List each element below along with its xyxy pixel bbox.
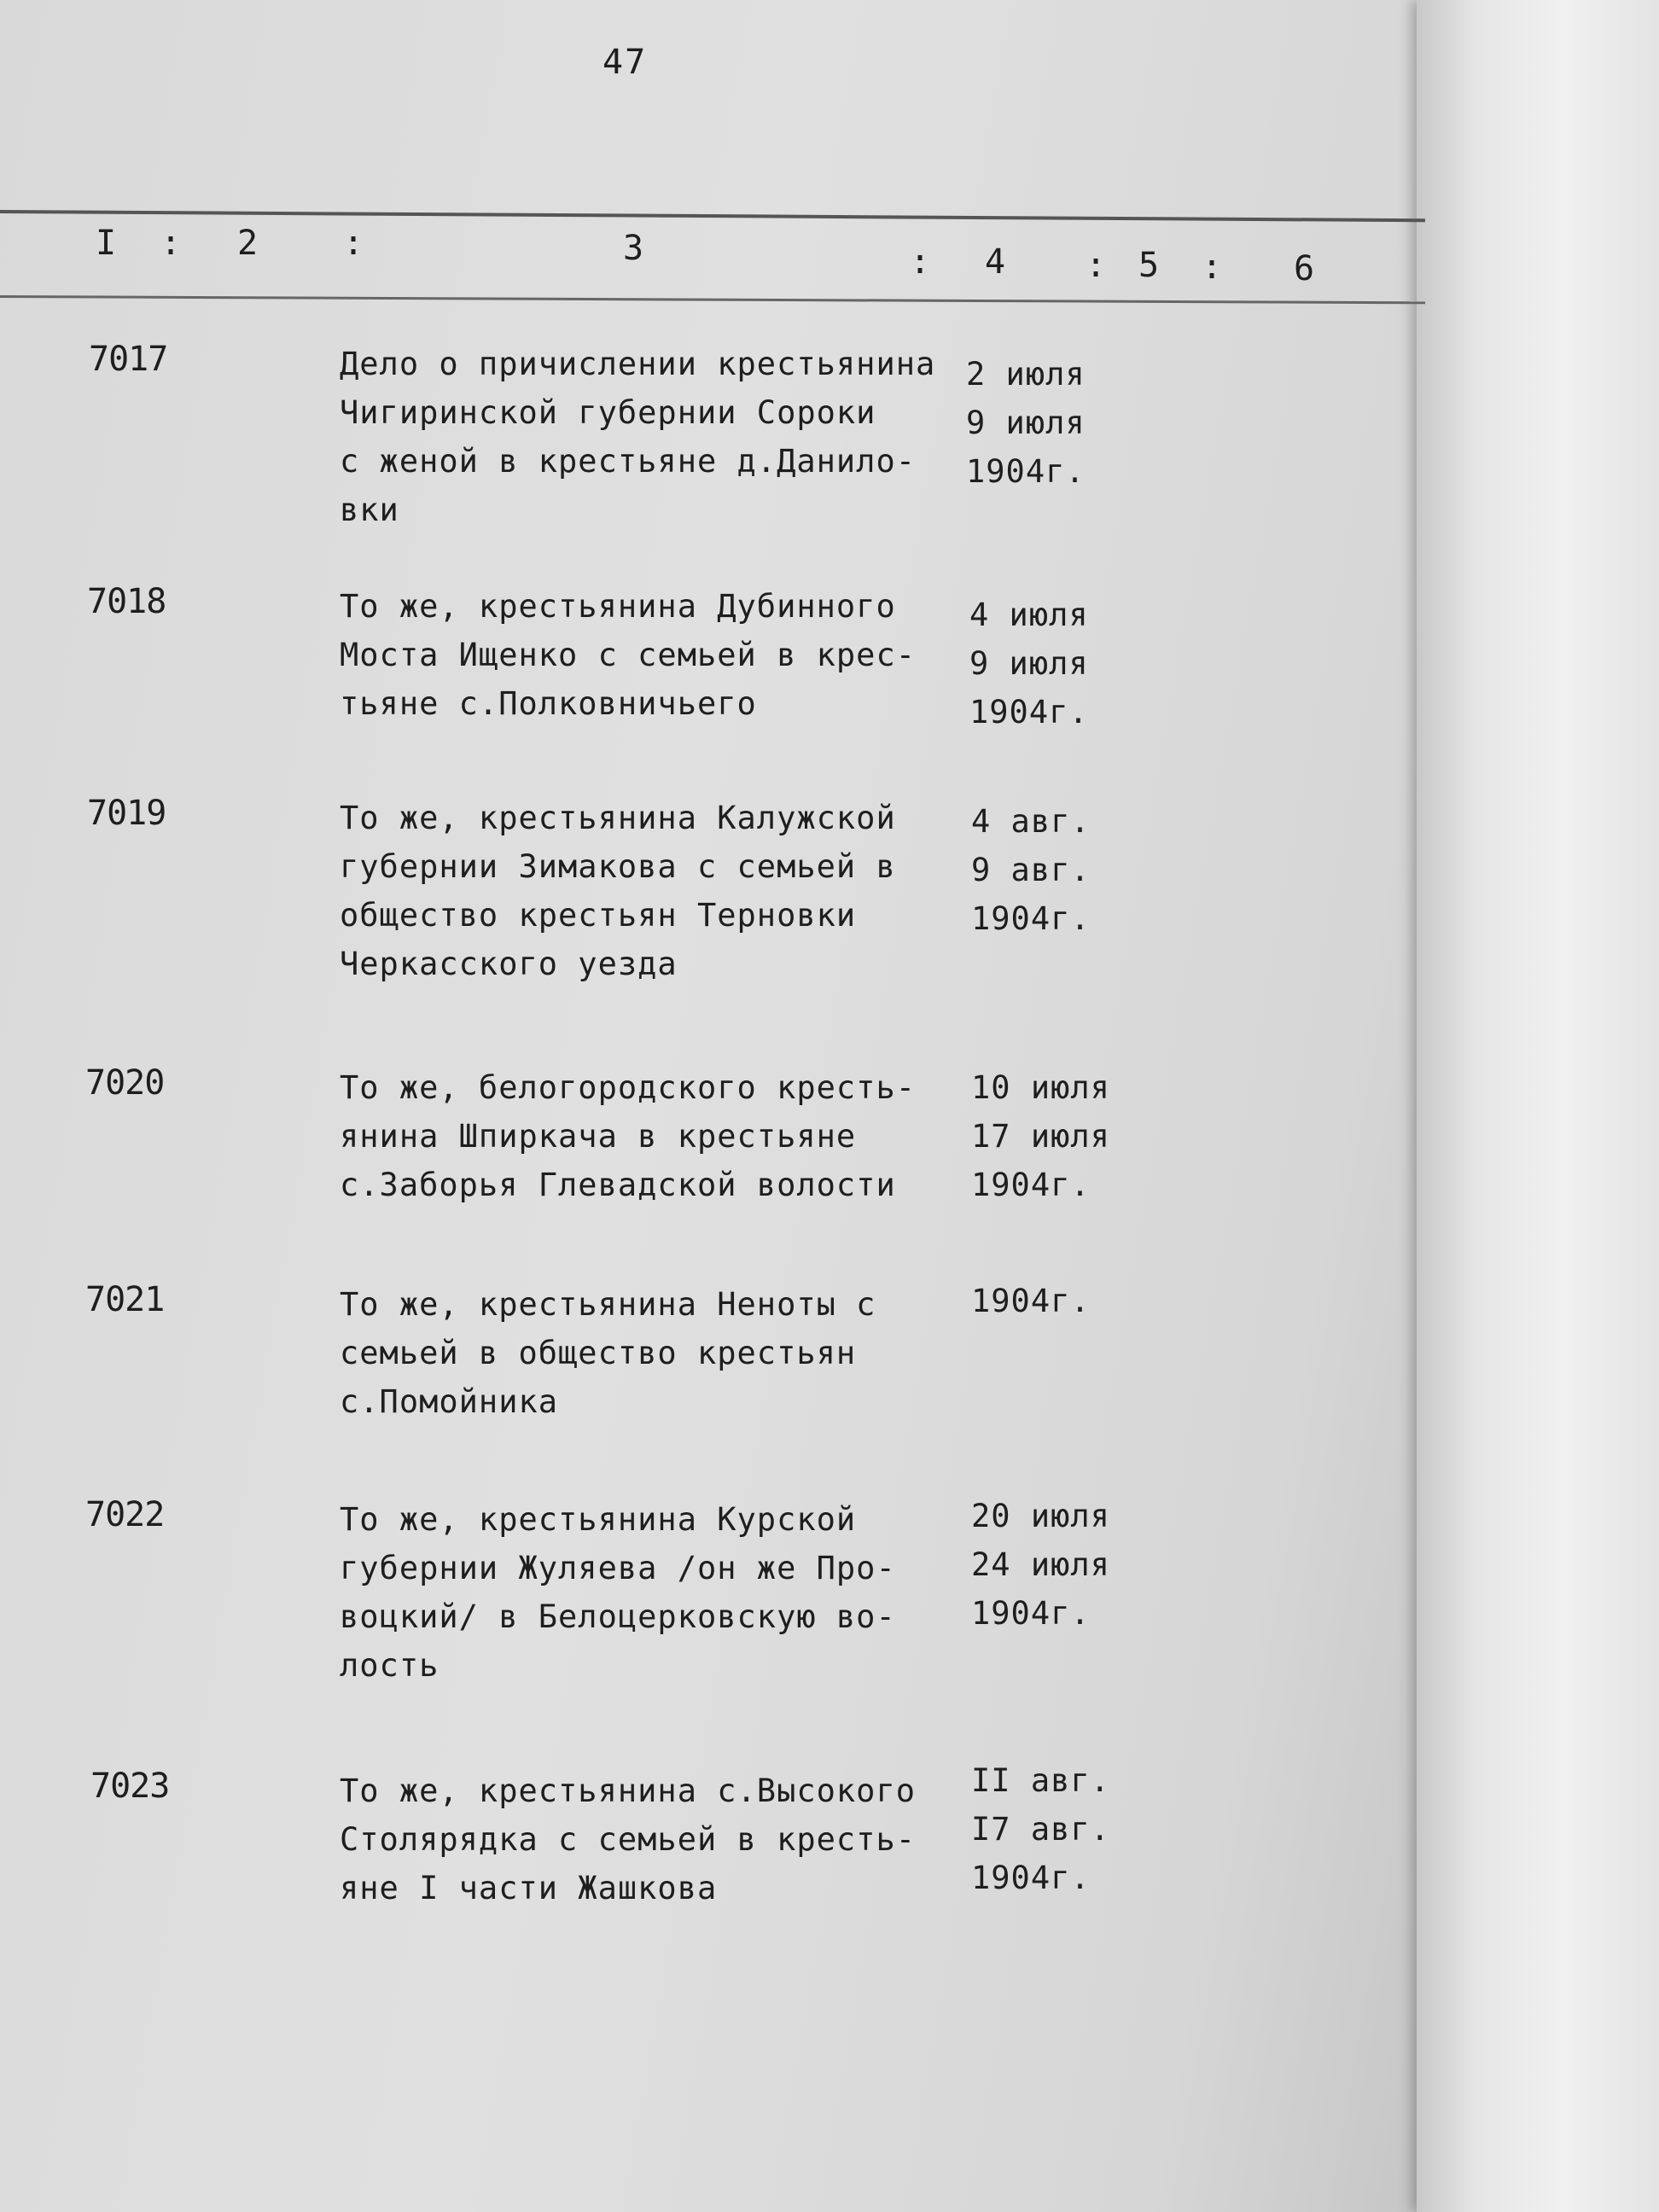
date-line: 9 июля [966, 405, 1086, 441]
entry-description [340, 794, 896, 988]
entry-description [340, 1063, 916, 1209]
description-line: вки [340, 492, 399, 528]
description-line: воцкий/ в Белоцерковскую во- [340, 1598, 896, 1635]
entry-number: 7018 [87, 582, 166, 621]
column-separator: : [1086, 246, 1107, 285]
adjacent-page-edge [1417, 0, 1659, 2212]
entry-description [340, 1767, 916, 1912]
date-line: II авг. [971, 1762, 1110, 1799]
description-line: с.Помойника [340, 1383, 559, 1420]
entry-dates [969, 591, 1089, 736]
date-line: 20 июля [971, 1498, 1110, 1534]
description-line: с.Заборья Глевадской волости [340, 1167, 896, 1203]
description-line: Черкасского уезда [340, 946, 678, 982]
date-line: I7 авг. [971, 1811, 1110, 1848]
date-line: 1904г. [966, 453, 1086, 490]
description-line: лость [340, 1647, 439, 1684]
date-line: 17 июля [971, 1118, 1110, 1155]
description-line: губернии Жуляева /он же Про- [340, 1550, 896, 1586]
entry-dates [966, 350, 1086, 496]
description-line: семьей в общество крестьян [340, 1335, 857, 1371]
date-line: 1904г. [969, 694, 1089, 731]
description-line: с женой в крестьяне д.Данило- [340, 443, 917, 480]
entry-number: 7023 [90, 1767, 170, 1806]
entry-dates [971, 1277, 1091, 1325]
description-line: То же, белогородского кресть- [340, 1069, 917, 1106]
entry-number: 7021 [85, 1280, 165, 1319]
description-line: Чигиринской губернии Сороки [340, 394, 876, 431]
column-separator: : [910, 242, 931, 282]
description-line: общество крестьян Терновки [340, 897, 857, 934]
entry-description [340, 582, 916, 728]
date-line: 1904г. [971, 1595, 1091, 1632]
column-header-4: 4 [985, 242, 1006, 282]
column-header-6: 6 [1294, 249, 1315, 288]
description-line: тьяне с.Полковничьего [340, 685, 757, 722]
description-line: яне I части Жашкова [340, 1870, 718, 1906]
entry-dates [971, 1063, 1110, 1209]
date-line: 4 июля [969, 597, 1089, 633]
entry-dates [971, 797, 1091, 943]
entry-number: 7019 [87, 794, 166, 833]
date-line: 1904г. [971, 900, 1091, 937]
page-number: 47 [602, 43, 648, 82]
description-line: То же, крестьянина Калужской [340, 800, 896, 836]
date-line: 9 авг. [971, 852, 1091, 888]
entry-dates [971, 1756, 1110, 1902]
description-line: Моста Ищенко с семьей в крес- [340, 637, 917, 673]
column-separator: : [1202, 247, 1223, 287]
column-header-2: 2 [237, 224, 259, 263]
description-line: То же, крестьянина с.Высокого [340, 1773, 917, 1809]
column-header-1: I [96, 224, 117, 263]
date-line: 4 авг. [971, 803, 1091, 840]
entry-description [340, 1280, 876, 1426]
entry-description [340, 340, 935, 534]
column-separator: : [343, 224, 364, 263]
entry-dates [971, 1492, 1110, 1638]
date-line: 1904г. [971, 1860, 1091, 1896]
date-line: 24 июля [971, 1546, 1110, 1583]
description-line: янина Шпиркача в крестьяне [340, 1118, 857, 1155]
description-line: губернии Зимакова с семьей в [340, 848, 896, 885]
entry-description [340, 1495, 896, 1690]
entry-number: 7022 [85, 1495, 165, 1534]
entry-number: 7020 [85, 1063, 165, 1103]
description-line: То же, крестьянина Курской [340, 1501, 857, 1538]
date-line: 2 июля [966, 356, 1086, 393]
date-line: 10 июля [971, 1069, 1110, 1106]
column-header-5: 5 [1138, 246, 1160, 285]
column-header-3: 3 [623, 229, 644, 268]
description-line: То же, крестьянина Неноты с [340, 1286, 876, 1323]
date-line: 1904г. [971, 1283, 1091, 1319]
description-line: Столярядка с семьей в кресть- [340, 1821, 917, 1858]
description-line: Дело о причислении крестьянина [340, 346, 936, 382]
entry-number: 7017 [89, 340, 168, 379]
date-line: 1904г. [971, 1167, 1091, 1203]
description-line: То же, крестьянина Дубинного [340, 588, 896, 625]
date-line: 9 июля [969, 645, 1089, 682]
column-separator: : [160, 224, 182, 263]
